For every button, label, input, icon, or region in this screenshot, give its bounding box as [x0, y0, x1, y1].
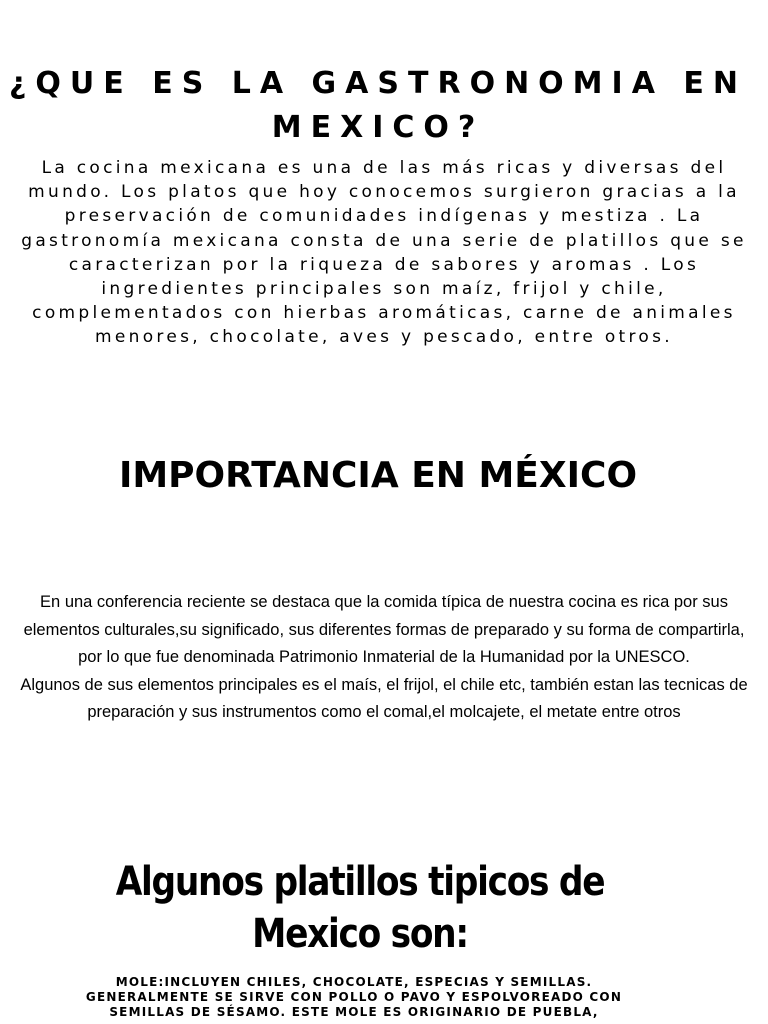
platillos-line: SEMILLAS DE SÉSAMO. ESTE MOLE ES ORIGINARIO DE PUEBLA,: [109, 1005, 599, 1020]
platillos-line: MOLE:INCLUYEN CHILES, CHOCOLATE, ESPECIAS Y SEMILLAS.: [115, 975, 593, 989]
section-body-importancia: [14, 589, 754, 727]
section-title-platillos: Algunos platillos tipicos de Mexico son:: [115, 859, 605, 957]
section-body-platillos: [54, 975, 654, 1021]
platillos-line: GENERALMENTE SE SIRVE CON POLLO O PAVO Y ESPOLVOREADO CON: [85, 990, 623, 1005]
importancia-paragraph-2: Algunos de sus elementos principales es el maís, el frijol, el chile etc, también estan las tecnicas de preparación y sus instrumentos como el comal,el molcajete, el metate entre otros: [20, 675, 748, 721]
importancia-paragraph-1: En una conferencia reciente se destaca que la comida típica de nuestra cocina es rica por sus elementos culturales,su significado, sus diferentes formas de preparado y su forma de compartirla, por lo que fue denominada Patrimonio Inmaterial de la Humanidad por la UNESCO.: [23, 593, 745, 666]
section-title-importancia: IMPORTANCIA EN MÉXICO: [118, 455, 638, 496]
section-body-gastronomia: La cocina mexicana es una de las más ricas y diversas del mundo. Los platos que hoy conocemos surgieron gracias a la preservación de comunidades indígenas y mestiza . La gastronomía mexicana consta de una serie de platillos que se caracterizan por la riqueza de sabores y aromas . Los ingredientes principales son maíz, frijol y chile, complementados con hierbas aromáticas, carne de animales menores, chocolate, aves y pescado, entre otros.: [21, 158, 747, 348]
section-title-gastronomia: ¿QUE ES LA GASTRONOMIA EN MEXICO?: [9, 66, 747, 145]
